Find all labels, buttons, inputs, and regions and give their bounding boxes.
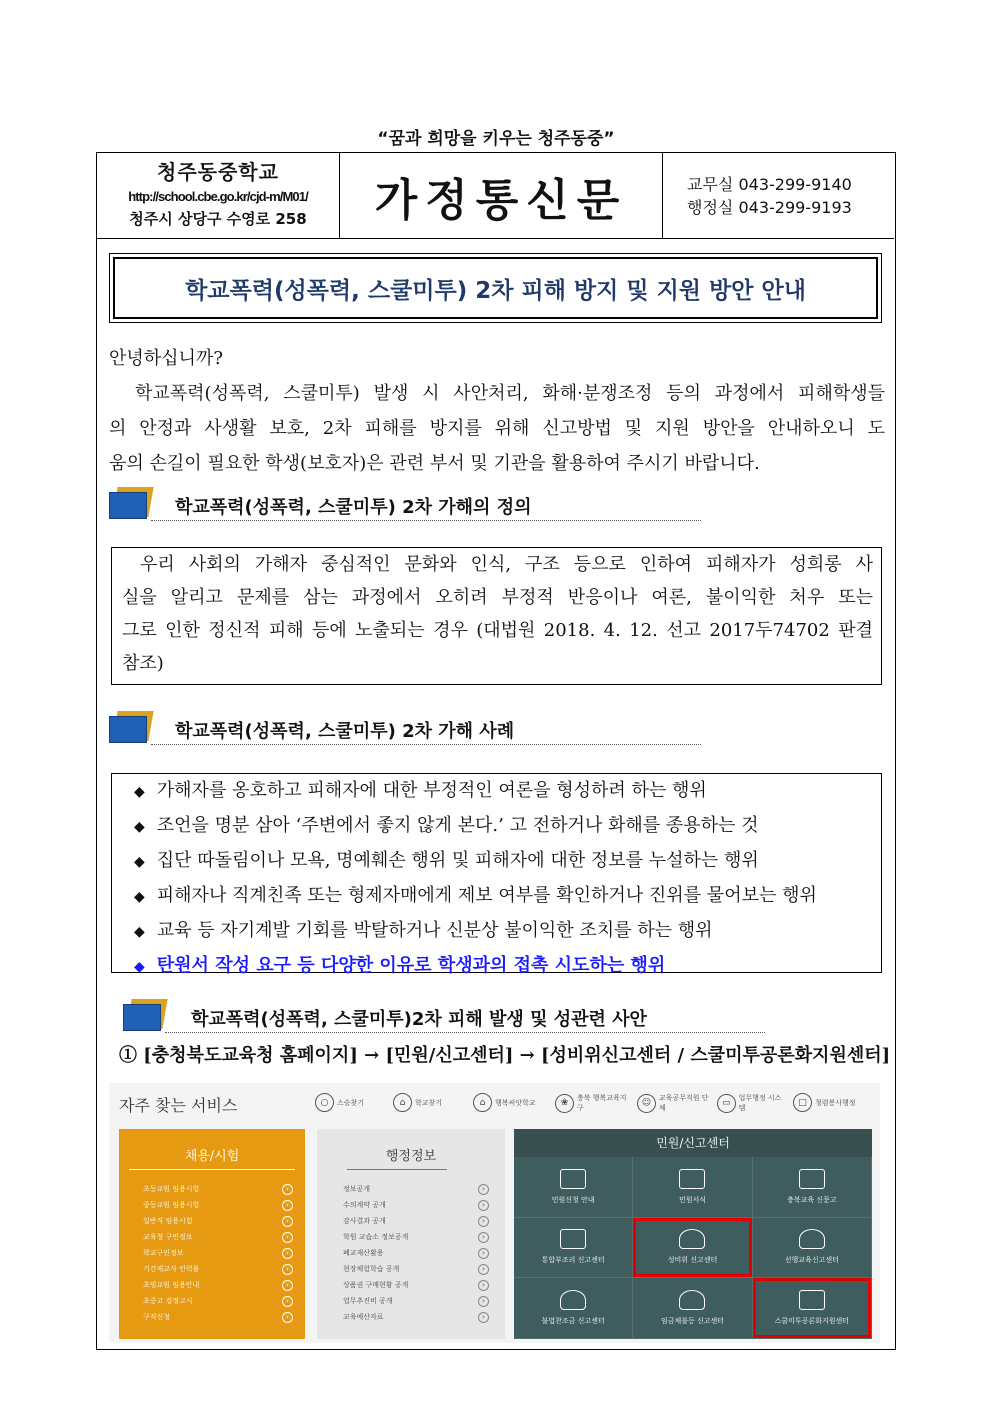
recruit-heading: 채용/시험 bbox=[184, 1149, 240, 1164]
admin-info-item[interactable]: 교육예산자료 › bbox=[343, 1309, 489, 1325]
case-item: ◆ 피해자나 직계친족 또는 형제자매에게 제보 여부를 확인하거나 진위를 물어보는 행위 bbox=[134, 885, 817, 906]
recruit-item[interactable]: 초등교원 임용시험 › bbox=[143, 1181, 293, 1197]
newsletter-frame bbox=[96, 152, 896, 1350]
navigation-path: ① [충청북도교육청 홈페이지] → [민원/신고센터] → [성비위신고센터 / 스쿨미투공론화지원센터] bbox=[119, 1045, 891, 1066]
hand-coin-icon bbox=[679, 1290, 705, 1310]
diamond-bullet-icon: ◆ bbox=[134, 924, 145, 940]
quick-link[interactable]: ○ 스승찾기 bbox=[315, 1093, 364, 1112]
center-cell-corruption[interactable]: 통합부조리 신고센터 bbox=[514, 1218, 633, 1279]
contact-cell bbox=[663, 153, 894, 238]
phone-teachers-office: 교무실 043-299-9140 bbox=[687, 175, 852, 194]
phone-admin-office: 행정실 043-299-9193 bbox=[687, 198, 852, 217]
admin-info-item[interactable]: 업무추진비 공개 › bbox=[343, 1293, 489, 1309]
definition-line-1: 우리 사회의 가해자 중심적인 문화와 인식, 구조 등으로 인하여 피해자가 성희롱 사 bbox=[140, 554, 873, 575]
case-item: ◆ 집단 따돌림이나 모욕, 명예훼손 행위 및 피해자에 대한 정보를 누설하는 행위 bbox=[134, 850, 759, 871]
diamond-bullet-icon: ◆ bbox=[134, 784, 145, 800]
admin-info-panel bbox=[317, 1129, 505, 1339]
pen-nib-icon bbox=[799, 1290, 825, 1310]
definition-line-2: 실을 알리고 문제를 삼는 과정에서 오히려 부정적 반응이나 여론, 불이익한 처우 또는 bbox=[122, 587, 873, 608]
report-center-panel bbox=[514, 1129, 872, 1339]
case-item: ◆ 가해자를 옹호하고 피해자에 대한 부정적인 여론을 형성하려 하는 행위 bbox=[134, 780, 707, 801]
megaphone-icon bbox=[799, 1169, 825, 1189]
notice-title-box bbox=[109, 253, 882, 323]
definition-line-3: 그로 인한 정신적 피해 등에 노출되는 경우 (대법원 2018. 4. 12. 선고 2017두74702 판결 bbox=[122, 620, 873, 641]
admin-info-item[interactable]: 정보공개 › bbox=[343, 1181, 489, 1197]
school-info-cell bbox=[97, 153, 340, 238]
intro-line-3: 움의 손길이 필요한 학생(보호자)은 관련 부서 및 기관을 활용하여 주시기 바랍니다. bbox=[109, 453, 760, 474]
recruit-item[interactable]: 구직신청 › bbox=[143, 1309, 293, 1325]
telephone-icon bbox=[799, 1229, 825, 1249]
center-cell-petition[interactable]: 충북교육 신문고 bbox=[753, 1157, 872, 1218]
center-cell-civil-guide[interactable]: 민원신청 안내 bbox=[514, 1157, 633, 1218]
definition-box bbox=[111, 547, 882, 685]
school-icon: ⌂ bbox=[393, 1093, 412, 1112]
recruit-item[interactable]: 일반직 임용시험 › bbox=[143, 1213, 293, 1229]
intro-paragraph bbox=[109, 341, 885, 481]
recruit-item[interactable]: 교육청 구인정보 › bbox=[143, 1229, 293, 1245]
admin-info-item[interactable]: 감사결과 공개 › bbox=[343, 1213, 489, 1229]
website-screenshot bbox=[109, 1083, 880, 1343]
school-url[interactable]: http://school.cbe.go.kr/cjd-m/M01/ bbox=[128, 189, 308, 204]
monitor-icon: □ bbox=[793, 1093, 812, 1112]
admin-info-item[interactable]: 상품권 구매현황 공개 › bbox=[343, 1277, 489, 1293]
section-definition-heading bbox=[109, 483, 709, 523]
greeting: 안녕하십니까? bbox=[109, 348, 223, 369]
search-teacher-icon: ○ bbox=[315, 1093, 334, 1112]
quick-link[interactable]: ❀ 충북 행복교육지구 bbox=[555, 1093, 633, 1113]
system-icon: ▭ bbox=[717, 1094, 736, 1113]
section-marker-icon bbox=[109, 711, 151, 743]
admin-info-item[interactable]: 수의계약 공개 › bbox=[343, 1197, 489, 1213]
intro-line-1: 학교폭력(성폭력, 스쿨미투) 발생 시 사안처리, 화해·분쟁조정 등의 과정에서 피해학생들 bbox=[135, 383, 885, 404]
header-table bbox=[97, 153, 894, 239]
quick-link[interactable]: ☺ 교육공무직원 단체 bbox=[637, 1093, 715, 1113]
diamond-bullet-icon: ◆ bbox=[134, 889, 145, 905]
recruit-item[interactable]: 초중고 검정고시 › bbox=[143, 1293, 293, 1309]
recruit-item[interactable]: 초빙교원 임용안내 › bbox=[143, 1277, 293, 1293]
recruit-item[interactable]: 기간제교사 인력풀 › bbox=[143, 1261, 293, 1277]
section-report-heading bbox=[123, 995, 773, 1035]
admin-info-item[interactable]: 폐교재산활용 › bbox=[343, 1245, 489, 1261]
center-cell-school-metoo[interactable]: 스쿨미투공론화지원센터 bbox=[753, 1278, 872, 1339]
notice-title: 학교폭력(성폭력, 스쿨미투) 2차 피해 방지 및 지원 방안 안내 bbox=[113, 257, 878, 319]
quick-link[interactable]: ▭ 업무행정 시스템 bbox=[717, 1093, 787, 1113]
diamond-bullet-icon: ◆ bbox=[134, 819, 145, 835]
section-marker-icon bbox=[123, 999, 165, 1031]
slogan: “꿈과 희망을 키우는 청주동중” bbox=[377, 129, 615, 149]
section-cases-heading bbox=[109, 707, 709, 747]
headset-icon bbox=[679, 1229, 705, 1249]
case-item: ◆ 조언을 명분 삼아 ‘주변에서 좋지 않게 본다.’ 고 전하거나 화해를 종용하는 것 bbox=[134, 815, 759, 836]
people-icon: ☺ bbox=[637, 1094, 656, 1113]
cases-box bbox=[111, 773, 882, 976]
pencil-document-icon bbox=[560, 1229, 586, 1249]
quick-link[interactable]: □ 청렴봉사행정 bbox=[793, 1093, 856, 1112]
report-center-heading: 민원/신고센터 bbox=[514, 1129, 872, 1157]
recruit-panel bbox=[119, 1129, 305, 1339]
definition-line-4: 참조) bbox=[122, 653, 164, 674]
center-cell-sexual-misconduct[interactable]: 성비위 신고센터 bbox=[633, 1218, 752, 1279]
admin-info-heading: 행정정보 bbox=[385, 1149, 437, 1164]
services-title: 자주 찾는 서비스 bbox=[119, 1096, 238, 1115]
quick-link[interactable]: ⌂ 행복씨앗학교 bbox=[473, 1093, 536, 1112]
section-heading-text: 학교폭력(성폭력, 스쿨미투)2차 피해 발생 및 성관련 사안 bbox=[191, 1009, 647, 1030]
case-item: ◆ 교육 등 자기계발 기회를 박탈하거나 신분상 불이익한 조치를 하는 행위 bbox=[134, 920, 713, 941]
inbox-icon bbox=[679, 1169, 705, 1189]
school-address: 청주시 상당구 수영로 258 bbox=[129, 210, 307, 228]
admin-info-item[interactable]: 현장체험학습 공개 › bbox=[343, 1261, 489, 1277]
case-item-highlighted: ◆ 탄원서 작성 요구 등 다양한 이유로 학생과의 접촉 시도하는 행위 bbox=[134, 955, 666, 976]
diamond-bullet-icon: ◆ bbox=[134, 854, 145, 870]
recruit-item[interactable]: 학교구인정보 › bbox=[143, 1245, 293, 1261]
school-building-icon: ⌂ bbox=[473, 1093, 492, 1112]
school-name: 청주동중학교 bbox=[157, 160, 279, 184]
diamond-bullet-icon: ◆ bbox=[134, 959, 145, 975]
center-cell-illegal-donation[interactable]: 불법찬조금 신고센터 bbox=[514, 1278, 633, 1339]
section-marker-icon bbox=[109, 487, 151, 519]
people-group-icon bbox=[560, 1290, 586, 1310]
leaf-icon: ❀ bbox=[555, 1094, 574, 1113]
section-heading-text: 학교폭력(성폭력, 스쿨미투) 2차 가해의 정의 bbox=[175, 497, 532, 518]
center-cell-advance-education[interactable]: 선행교육신고센터 bbox=[753, 1218, 872, 1279]
center-cell-wage-arrears[interactable]: 임금체불등 신고센터 bbox=[633, 1278, 752, 1339]
admin-info-item[interactable]: 학원 교습소 정보공개 › bbox=[343, 1229, 489, 1245]
quick-link[interactable]: ⌂ 학교찾기 bbox=[393, 1093, 442, 1112]
document-icon bbox=[560, 1169, 586, 1189]
intro-line-2: 의 안정과 사생활 보호, 2차 피해를 방지를 위해 신고방법 및 지원 방안을 안내하오니 도 bbox=[109, 418, 885, 439]
recruit-item[interactable]: 중등교원 임용시험 › bbox=[143, 1197, 293, 1213]
center-cell-civil-forms[interactable]: 민원서식 bbox=[633, 1157, 752, 1218]
newsletter-title: 가정통신문 bbox=[340, 153, 663, 238]
section-heading-text: 학교폭력(성폭력, 스쿨미투) 2차 가해 사례 bbox=[175, 721, 515, 742]
